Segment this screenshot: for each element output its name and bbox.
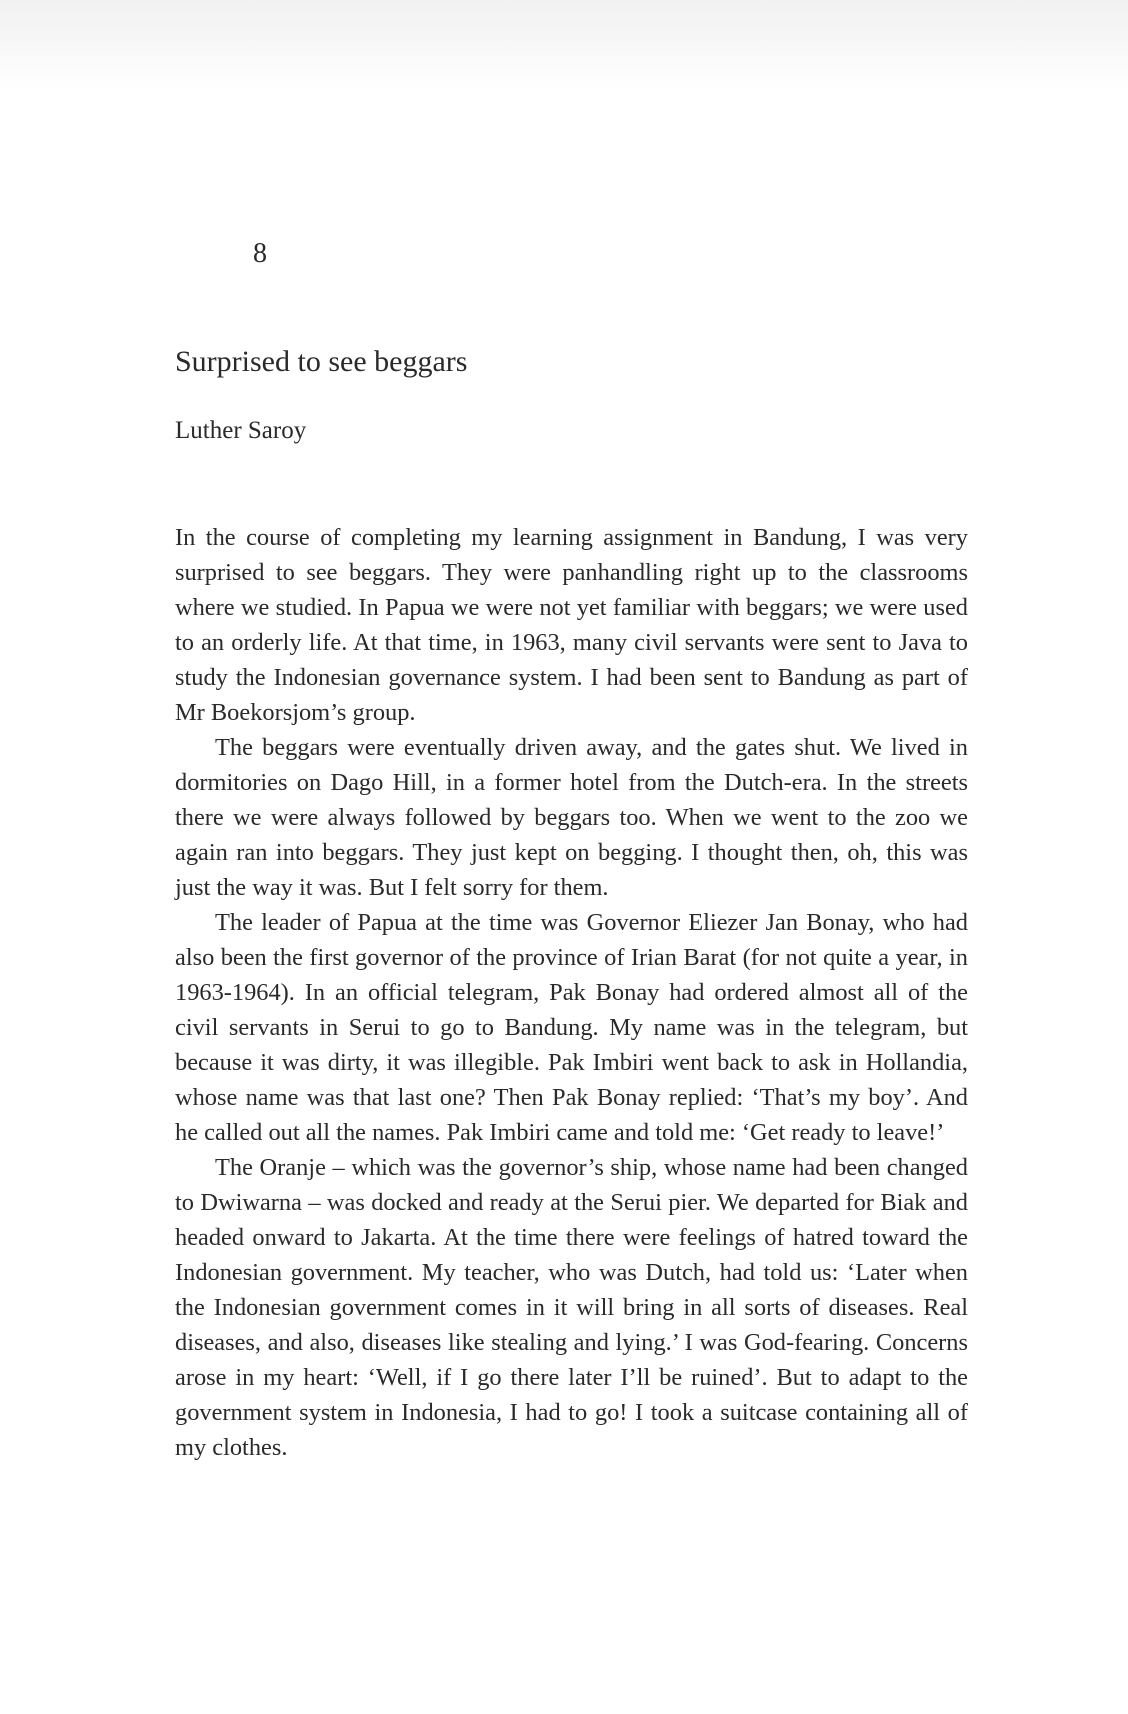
paragraph-2: The beggars were eventually driven away, and the gates shut. We lived in dormitories on Dago Hill, in a former hotel from the Dutch-era. In the streets there we were always followed by beggars too. When we went to the zoo we again ran into beggars. They just kept on begging. I thought then, oh, this was just the way it was. But I felt sorry for them.	[175, 734, 968, 901]
chapter-title: Surprised to see beggars	[175, 345, 468, 378]
chapter-number: 8	[253, 238, 267, 269]
paragraph-4: The Oranje – which was the governor’s ship, whose name had been changed to Dwiwarna – was docked and ready at the Serui pier. We departed for Biak and headed onward to Jakarta. At the time there were feelings of hatred toward the Indonesian government. My teacher, who was Dutch, had told us: ‘Later when the Indonesian government comes in it will bring in all sorts of diseases. Real diseases, and also, diseases like stealing and lying.’ I was God-fearing. Concerns arose in my heart: ‘Well, if I go there later I’ll be ruined’. But to adapt to the government system in Indonesia, I had to go! I took a suitcase containing all of my clothes.	[175, 1154, 968, 1461]
paragraph-1: In the course of completing my learning assignment in Bandung, I was very surprised to see beggars. They were panhandling right up to the classrooms where we studied. In Papua we were not yet familiar with beggars; we were used to an orderly life. At that time, in 1963, many civil servants were sent to Java to study the Indonesian governance system. I had been sent to Bandung as part of Mr Boekorsjom’s group.	[175, 524, 968, 726]
chapter-body	[175, 520, 968, 1465]
paragraph-3: The leader of Papua at the time was Governor Eliezer Jan Bonay, who had also been the first governor of the province of Irian Barat (for not quite a year, in 1963-1964). In an official telegram, Pak Bonay had ordered almost all of the civil servants in Serui to go to Bandung. My name was in the telegram, but because it was dirty, it was illegible. Pak Imbiri went back to ask in Hollandia, whose name was that last one? Then Pak Bonay replied: ‘That’s my boy’. And he called out all the names. Pak Imbiri came and told me: ‘Get ready to leave!’	[175, 909, 968, 1146]
scan-top-shadow	[0, 0, 1128, 90]
chapter-author: Luther Saroy	[175, 417, 307, 444]
